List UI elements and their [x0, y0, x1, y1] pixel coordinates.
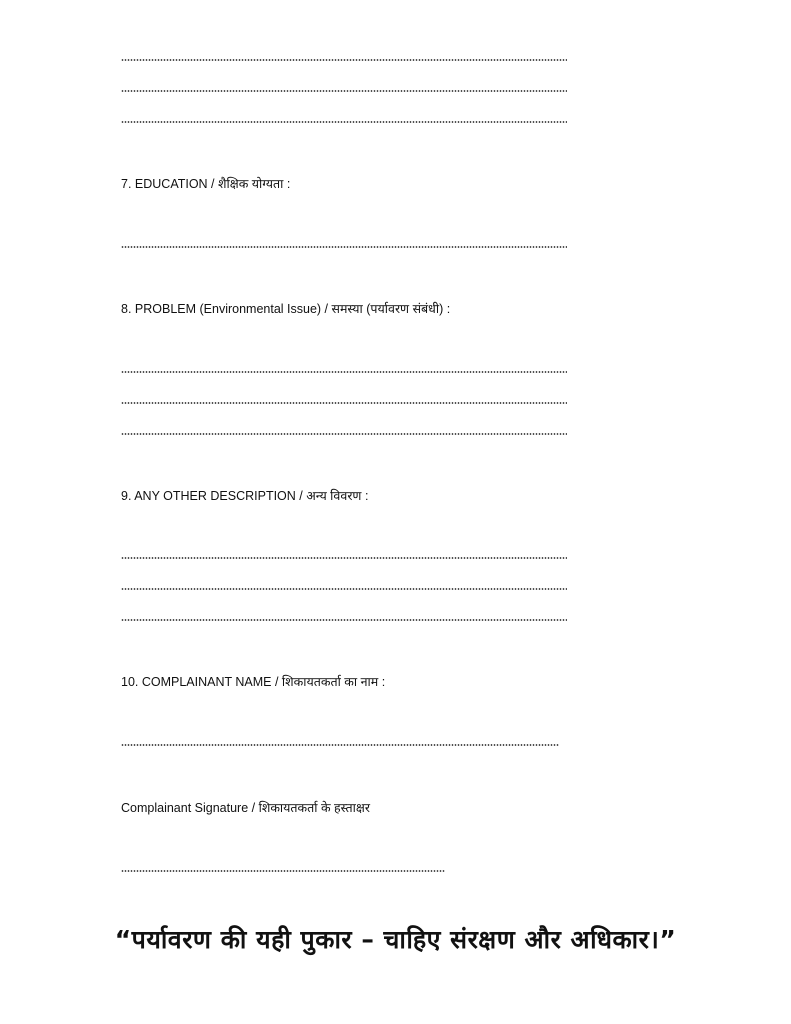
- slogan: “पर्यावरण की यही पुकार – चाहिए संरक्षण और अधिकार।”: [114, 925, 677, 954]
- complainant-name-answer-line[interactable]: [121, 742, 559, 748]
- problem-answer-line[interactable]: [121, 431, 567, 437]
- description-answer-line[interactable]: [121, 555, 567, 561]
- description-answer-line[interactable]: [121, 617, 567, 623]
- description-label: 9. ANY OTHER DESCRIPTION / अन्य विवरण :: [121, 489, 369, 503]
- education-answer-line[interactable]: [121, 244, 567, 250]
- education-label: 7. EDUCATION / शैक्षिक योग्यता :: [121, 177, 291, 191]
- problem-answer-line[interactable]: [121, 400, 567, 406]
- problem-label: 8. PROBLEM (Environmental Issue) / समस्या (पर्यावरण संबंधी) :: [121, 302, 451, 316]
- problem-answer-line[interactable]: [121, 369, 567, 375]
- complainant-name-label: 10. COMPLAINANT NAME / शिकायतकर्ता का नाम :: [121, 675, 386, 689]
- description-answer-line[interactable]: [121, 586, 567, 592]
- signature-line[interactable]: [121, 868, 445, 874]
- signature-label: Complainant Signature / शिकायतकर्ता के हस्ताक्षर: [121, 801, 370, 815]
- answer-line[interactable]: [121, 57, 567, 63]
- answer-line[interactable]: [121, 119, 567, 125]
- answer-line[interactable]: [121, 88, 567, 94]
